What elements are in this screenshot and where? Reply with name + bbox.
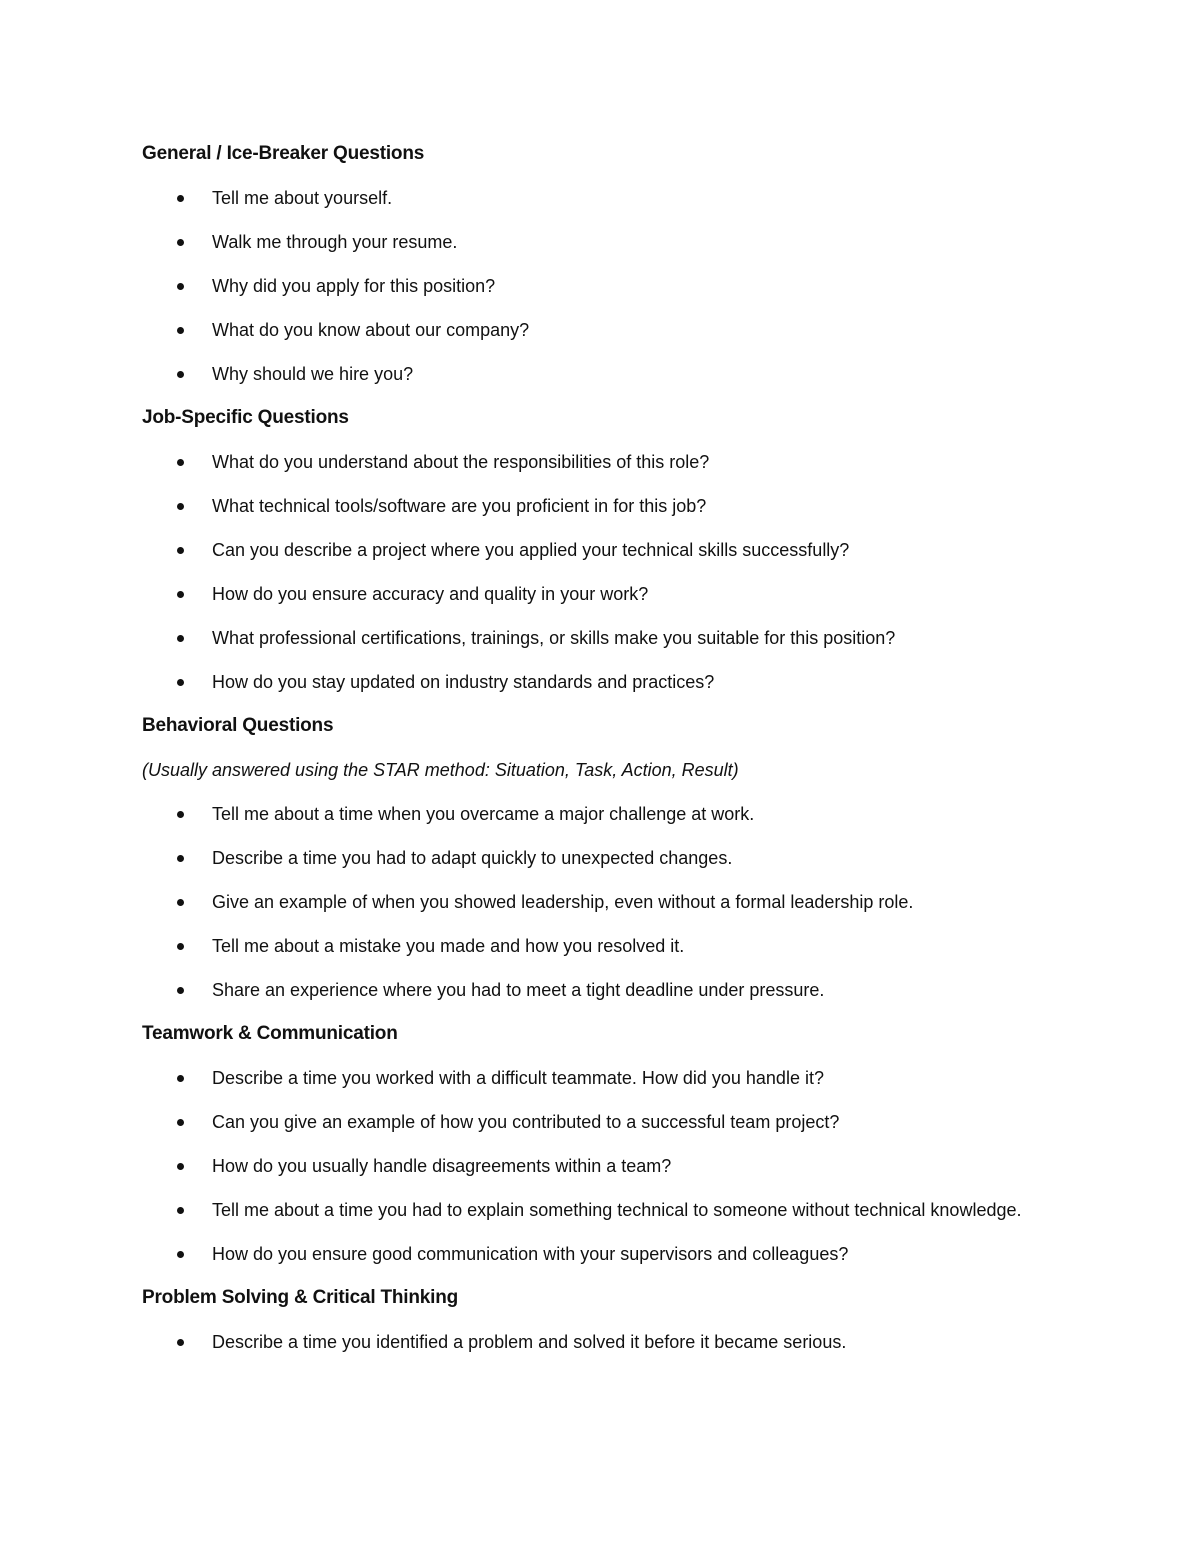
question-text: Describe a time you had to adapt quickly to unexpected changes. — [212, 848, 733, 868]
question-list — [142, 449, 1042, 695]
question-text: Describe a time you identified a problem and solved it before it became serious. — [212, 1332, 847, 1352]
section-problem-solving — [142, 1285, 1042, 1355]
question-text: What do you know about our company? — [212, 320, 530, 340]
section-note: (Usually answered using the STAR method: Situation, Task, Action, Result) — [142, 760, 739, 780]
question-text: Why did you apply for this position? — [212, 276, 496, 296]
list-item — [142, 933, 1042, 959]
section-heading: Problem Solving & Critical Thinking — [142, 1287, 459, 1308]
question-text: Walk me through your resume. — [212, 232, 458, 252]
question-text: Give an example of when you showed leadership, even without a formal leadership role. — [212, 892, 914, 912]
section-heading: Job-Specific Questions — [142, 407, 349, 428]
section-heading: Teamwork & Communication — [142, 1023, 398, 1044]
list-item — [142, 669, 1042, 695]
list-item — [142, 625, 1042, 651]
list-item — [142, 449, 1042, 475]
bullet-icon — [177, 459, 184, 466]
list-item — [142, 537, 1042, 563]
bullet-icon — [177, 371, 184, 378]
list-item — [142, 273, 1042, 299]
bullet-icon — [177, 327, 184, 334]
question-list — [142, 1329, 1042, 1355]
question-text: What technical tools/software are you proficient in for this job? — [212, 496, 707, 516]
question-text: Can you describe a project where you applied your technical skills successfully? — [212, 540, 850, 560]
bullet-icon — [177, 855, 184, 862]
bullet-icon — [177, 239, 184, 246]
bullet-icon — [177, 679, 184, 686]
question-text: How do you stay updated on industry standards and practices? — [212, 672, 715, 692]
bullet-icon — [177, 635, 184, 642]
list-item — [142, 889, 1042, 915]
list-item — [142, 1153, 1042, 1179]
list-item — [142, 1065, 1042, 1091]
question-text: Tell me about a mistake you made and how you resolved it. — [212, 936, 685, 956]
question-list — [142, 1065, 1042, 1267]
list-item — [142, 845, 1042, 871]
question-text: How do you ensure good communication with your supervisors and colleagues? — [212, 1244, 849, 1264]
list-item — [142, 801, 1042, 827]
question-text: What professional certifications, trainings, or skills make you suitable for this position? — [212, 628, 896, 648]
list-item — [142, 317, 1042, 343]
section-behavioral — [142, 713, 1042, 1003]
list-item — [142, 185, 1042, 211]
bullet-icon — [177, 811, 184, 818]
bullet-icon — [177, 1119, 184, 1126]
section-general — [142, 141, 1042, 387]
question-text: Tell me about a time when you overcame a major challenge at work. — [212, 804, 755, 824]
bullet-icon — [177, 987, 184, 994]
bullet-icon — [177, 1075, 184, 1082]
section-heading: Behavioral Questions — [142, 715, 334, 736]
document-body — [142, 141, 1042, 1373]
question-text: Tell me about a time you had to explain something technical to someone without technical knowledge. — [212, 1200, 1022, 1220]
bullet-icon — [177, 1163, 184, 1170]
list-item — [142, 361, 1042, 387]
question-text: Tell me about yourself. — [212, 188, 393, 208]
bullet-icon — [177, 503, 184, 510]
bullet-icon — [177, 591, 184, 598]
bullet-icon — [177, 547, 184, 554]
question-text: Describe a time you worked with a difficult teammate. How did you handle it? — [212, 1068, 824, 1088]
bullet-icon — [177, 1339, 184, 1346]
question-text: How do you ensure accuracy and quality in your work? — [212, 584, 649, 604]
list-item — [142, 1109, 1042, 1135]
section-teamwork — [142, 1021, 1042, 1267]
bullet-icon — [177, 943, 184, 950]
section-heading: General / Ice-Breaker Questions — [142, 143, 425, 164]
list-item — [142, 1241, 1042, 1267]
question-text: Why should we hire you? — [212, 364, 414, 384]
question-text: Share an experience where you had to meet a tight deadline under pressure. — [212, 980, 825, 1000]
list-item — [142, 581, 1042, 607]
bullet-icon — [177, 1251, 184, 1258]
bullet-icon — [177, 195, 184, 202]
list-item — [142, 977, 1042, 1003]
bullet-icon — [177, 899, 184, 906]
list-item — [142, 229, 1042, 255]
section-job-specific — [142, 405, 1042, 695]
list-item — [142, 493, 1042, 519]
list-item — [142, 1329, 1042, 1355]
question-text: What do you understand about the responsibilities of this role? — [212, 452, 710, 472]
bullet-icon — [177, 1207, 184, 1214]
list-item — [142, 1197, 1042, 1223]
bullet-icon — [177, 283, 184, 290]
question-list — [142, 185, 1042, 387]
question-list — [142, 801, 1042, 1003]
question-text: Can you give an example of how you contributed to a successful team project? — [212, 1112, 840, 1132]
question-text: How do you usually handle disagreements within a team? — [212, 1156, 672, 1176]
